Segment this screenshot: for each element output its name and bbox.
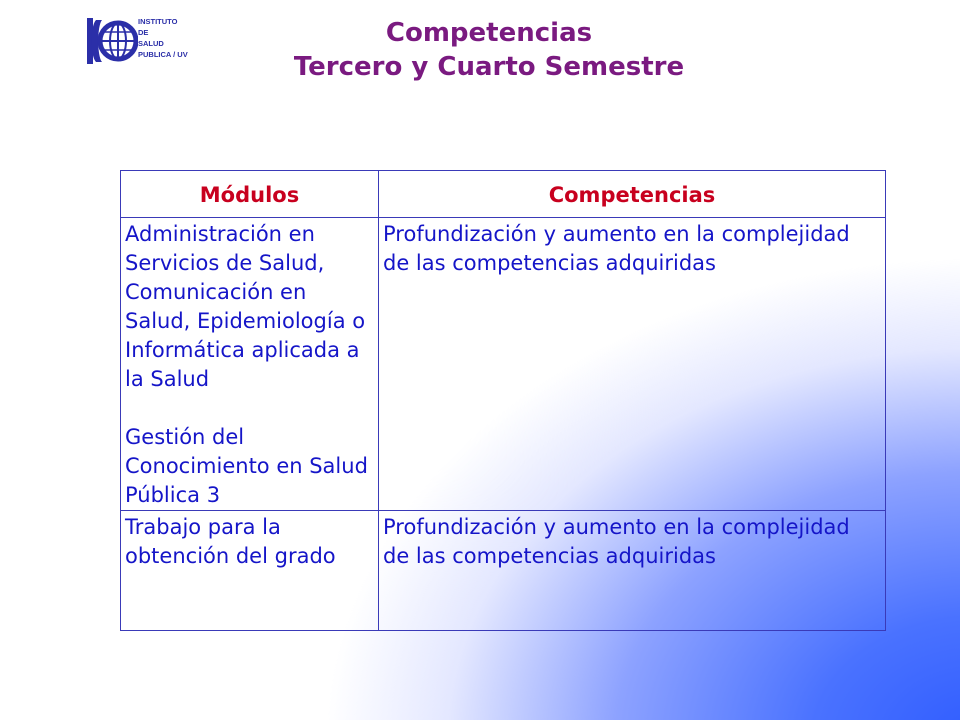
table-header-row [121, 171, 886, 218]
logo-line-de: DE [138, 28, 149, 37]
table-row [121, 218, 886, 511]
modules-table [120, 170, 886, 631]
logo-line-instituto: INSTITUTO [138, 17, 178, 26]
module-line: Informática aplicada a [125, 338, 360, 362]
module-line: Servicios de Salud, [125, 251, 325, 275]
module-cell [121, 511, 379, 631]
module-line: obtención del grado [125, 544, 336, 568]
module-line: Trabajo para la [125, 515, 281, 539]
logo-line-publica: PUBLICA / UV [138, 50, 188, 59]
module-cell [121, 218, 379, 511]
spacer [125, 394, 374, 423]
header-modulos: Módulos [121, 171, 379, 218]
header-competencias: Competencias [379, 171, 886, 218]
slide-title [0, 16, 960, 84]
module-line: la Salud [125, 367, 210, 391]
competence-cell [379, 218, 886, 511]
logo-line-salud: SALUD [138, 39, 164, 48]
competence-line: Profundización y aumento en la complejidad [383, 515, 850, 539]
competence-line: de las competencias adquiridas [383, 251, 716, 275]
module-line: Administración en [125, 222, 315, 246]
competence-line: Profundización y aumento en la complejidad [383, 222, 850, 246]
competence-line: de las competencias adquiridas [383, 544, 716, 568]
module-line: Salud, Epidemiología o [125, 309, 366, 333]
module-line: Comunicación en [125, 280, 307, 304]
competence-cell [379, 511, 886, 631]
module-line: Pública 3 [125, 483, 221, 507]
table-row [121, 511, 886, 631]
slide-title-line2: Tercero y Cuarto Semestre [293, 52, 685, 82]
slide-title-line1: Competencias [385, 18, 593, 48]
module-line: Gestión del [125, 425, 245, 449]
module-line: Conocimiento en Salud [125, 454, 368, 478]
